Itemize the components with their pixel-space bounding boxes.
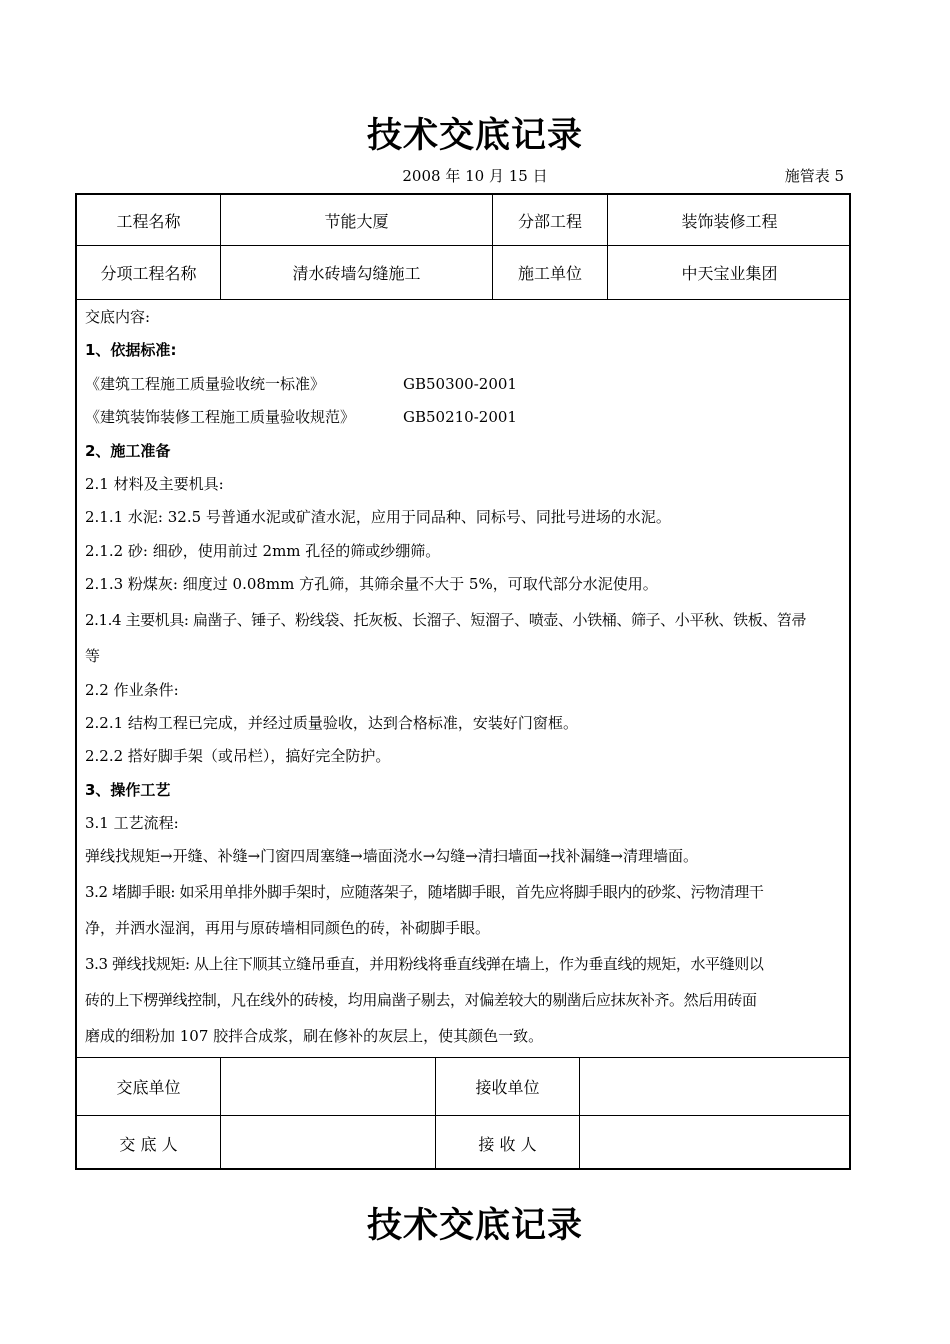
content-line: 2.2 作业条件: [85,680,179,699]
form-number: 施管表 5 [784,167,844,185]
content-line: 磨成的细粉加 107 胶拌合成浆，刷在修补的灰层上，使其颜色一致。 [85,1026,544,1045]
standard-name: 《建筑工程施工质量验收统一标准》 [85,374,326,393]
contractor-label: 施工单位 [517,264,582,283]
standard-name: 《建筑装饰装修工程施工质量验收规范》 [85,408,356,427]
subitem-label: 分项工程名称 [100,264,197,283]
content-line: 弹线找规矩→开缝、补缝→门窗四周塞缝→墙面浇水→勾缝→清扫墙面→找补漏缝→清理墙面。 [85,847,698,866]
content-line: 2.1.1 水泥: 32.5 号普通水泥或矿渣水泥，应用于同品种、同标号、同批号进场的水泥。 [85,508,671,527]
content-line: 2.2.1 结构工程已完成，并经过质量验收，达到合格标准，安装好门窗框。 [85,713,578,732]
project-name-label: 工程名称 [116,211,181,231]
issuer-label: 交 底 人 [119,1134,178,1154]
division-value: 装饰装修工程 [681,211,778,231]
issuer-unit-label: 交底单位 [116,1078,181,1097]
content-line: 2.2.2 搭好脚手架（或吊栏），搞好完全防护。 [85,747,391,766]
receiver-unit-label: 接收单位 [475,1078,540,1097]
division-label: 分部工程 [517,211,582,231]
issuer-value[interactable] [221,1116,435,1170]
receiver-value[interactable] [580,1116,851,1170]
content-line: 2.1.4 主要机具: 扁凿子、锤子、粉线袋、托灰板、长溜子、短溜子、喷壶、小铁桶、筛子、小平秋、铁板、笤帚 [85,610,807,629]
page-title-repeat: 技术交底记录 [366,1206,583,1246]
section-heading: 1、依据标准: [85,341,177,360]
receiver-label: 接 收 人 [478,1134,537,1154]
row-divider [77,299,849,300]
content-line: 3.2 堵脚手眼: 如采用单排外脚手架时，应随落架子，随堵脚手眼，首先应将脚手眼内的砂浆、污物清理干 [85,882,764,901]
standard-code: GB50210-2001 [403,408,517,427]
content-line: 2.1 材料及主要机具: [85,474,224,493]
issuer-unit-value[interactable] [221,1058,435,1115]
standard-line [85,368,845,401]
standard-code: GB50300-2001 [403,374,517,393]
content-line: 3.1 工艺流程: [85,814,179,833]
page-title: 技术交底记录 [366,116,583,156]
content-line: 2.1.3 粉煤灰: 细度过 0.08mm 方孔筛，其筛余量不大于 5%，可取代部分水泥使用。 [85,575,658,594]
content-line: 砖的上下楞弹线控制，凡在线外的砖棱，均用扁凿子剔去，对偏差较大的剔凿后应抹灰补齐。然后用砖面 [85,990,757,1009]
record-table [75,193,851,1170]
briefing-content [85,301,845,1054]
content-line: 2.1.2 砂: 细砂，使用前过 2mm 孔径的筛或纱绷筛。 [85,541,441,560]
receiver-unit-value[interactable] [580,1058,851,1115]
section-heading: 2、施工准备 [85,441,171,460]
content-line: 等 [85,646,101,665]
section-heading: 3、操作工艺 [85,780,171,799]
project-name-value: 节能大厦 [324,211,389,231]
standard-line [85,401,845,434]
content-heading: 交底内容: [85,308,151,326]
date: 2008 年 10 月 15 日 [402,167,548,185]
subitem-value: 清水砖墙勾缝施工 [292,264,421,283]
contractor-value: 中天宝业集团 [681,264,778,283]
content-line: 净，并洒水湿润，再用与原砖墙相同颜色的砖，补砌脚手眼。 [85,918,491,937]
content-line: 3.3 弹线找规矩: 从上往下顺其立缝吊垂直，并用粉线将垂直线弹在墙上，作为垂直线的规矩，水平缝则以 [85,954,764,973]
